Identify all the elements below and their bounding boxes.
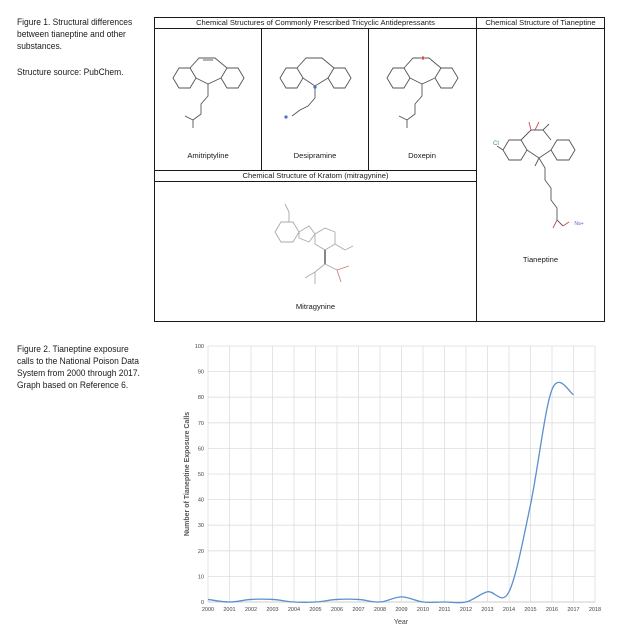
- x-tick-label: 2009: [395, 607, 408, 613]
- y-tick-label: 0: [200, 600, 204, 606]
- amitriptyline-label: Amitriptyline: [187, 151, 229, 160]
- x-tick-label: 2011: [438, 607, 451, 613]
- x-tick-label: 2010: [416, 607, 430, 613]
- x-tick-label: 2018: [588, 607, 602, 613]
- sodium-atom-label: Na+: [574, 221, 584, 227]
- y-tick-label: 30: [197, 523, 204, 530]
- y-axis-label: Number of Tianeptine Exposure Calls: [184, 411, 191, 537]
- x-tick-label: 2016: [545, 607, 559, 613]
- x-tick-label: 2003: [266, 607, 279, 613]
- x-tick-label: 2001: [223, 607, 236, 613]
- x-tick-label: 2006: [330, 607, 344, 613]
- figure2-caption-block: [17, 343, 143, 405]
- series-line: [208, 382, 574, 602]
- x-tick-label: 2012: [459, 607, 473, 613]
- kratom-header: Chemical Structure of Kratom (mitragynine): [242, 171, 389, 180]
- x-tick-label: 2000: [201, 607, 215, 613]
- tca-divider-2: [368, 28, 369, 170]
- y-tick-label: 90: [197, 369, 204, 376]
- mitragynine-label: Mitragynine: [295, 302, 336, 311]
- y-tick-label: 20: [197, 548, 204, 555]
- kratom-header-divider: [155, 181, 476, 182]
- y-tick-label: 80: [197, 395, 204, 402]
- y-tick-label: 60: [197, 446, 204, 453]
- x-tick-label: 2013: [481, 607, 494, 613]
- y-tick-label: 70: [197, 420, 204, 427]
- x-tick-label: 2005: [309, 607, 322, 613]
- figure1-source: Structure source: PubChem.: [17, 66, 124, 77]
- chart-grid: [208, 346, 595, 602]
- x-tick-label: 2007: [352, 607, 365, 613]
- tianeptine-column-divider: [476, 18, 477, 321]
- desipramine-label: Desipramine: [293, 151, 337, 160]
- y-tick-label: 100: [194, 344, 204, 350]
- tianeptine-header: Chemical Structure of Tianeptine: [485, 18, 596, 27]
- desipramine-structure: [276, 44, 356, 129]
- x-tick-label: 2015: [524, 607, 537, 613]
- figure1-caption-block: [17, 16, 143, 92]
- mitragynine-structure: [267, 202, 357, 292]
- amitriptyline-structure: [169, 44, 249, 129]
- x-tick-label: 2008: [373, 607, 387, 613]
- tca-header: Chemical Structures of Commonly Prescribed Tricyclic Antidepressants: [196, 18, 435, 27]
- doxepin-structure: [383, 44, 463, 129]
- figure1-caption: Figure 1. Structural differences between tianeptine and other substances.: [17, 16, 133, 51]
- structures-table: [154, 17, 605, 322]
- tianeptine-structure: [491, 118, 591, 238]
- y-tick-label: 50: [197, 472, 204, 478]
- y-tick-label: 40: [197, 497, 204, 504]
- x-axis-ticks: [202, 607, 601, 613]
- y-tick-label: 10: [197, 574, 204, 581]
- x-axis-label: Year: [393, 619, 409, 626]
- tca-divider-1: [261, 28, 262, 170]
- figure2-caption: Figure 2. Tianeptine exposure calls to the National Poison Data System from 2000 through 2017. Graph based on Reference 6.: [17, 343, 140, 390]
- x-tick-label: 2004: [287, 607, 301, 613]
- chlorine-atom-label: Cl: [493, 141, 499, 147]
- x-tick-label: 2014: [502, 607, 516, 613]
- header-divider: [155, 28, 604, 29]
- x-tick-label: 2002: [244, 607, 258, 613]
- y-axis-ticks: [195, 344, 204, 606]
- tianeptine-exposure-chart: [180, 338, 605, 628]
- x-tick-label: 2017: [567, 607, 580, 613]
- tianeptine-label: Tianeptine: [522, 255, 559, 264]
- doxepin-label: Doxepin: [408, 151, 436, 160]
